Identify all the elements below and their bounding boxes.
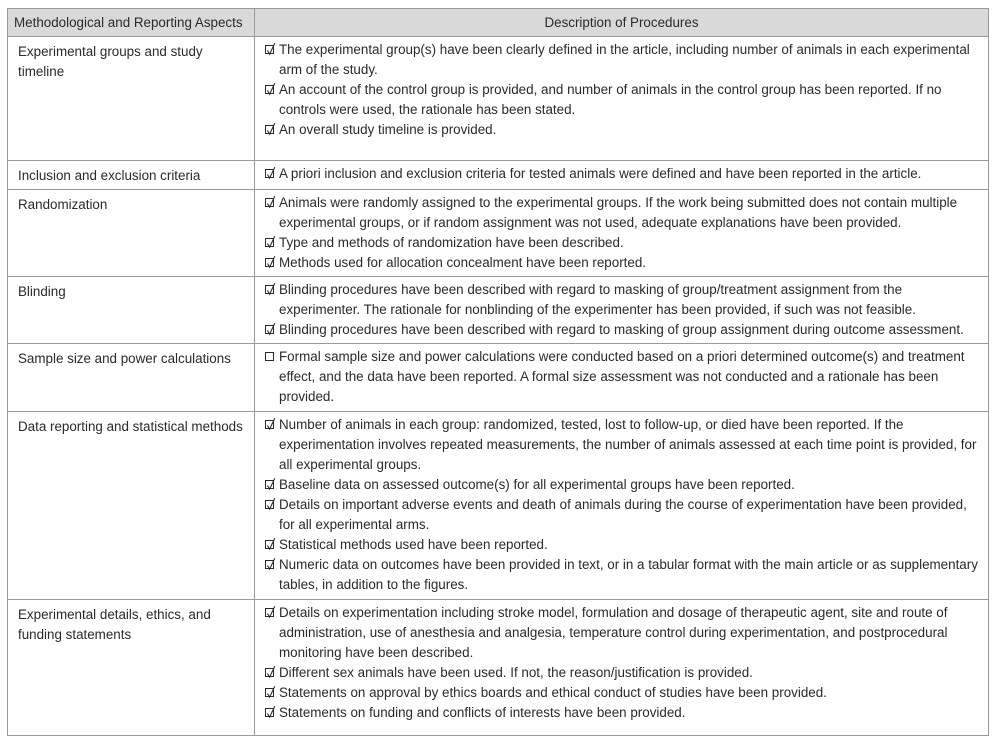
procedures-cell — [255, 344, 989, 412]
procedures-cell — [255, 37, 989, 161]
checklist-item-text: Type and methods of randomization have been described. — [279, 235, 624, 250]
checked-box-icon[interactable] — [265, 238, 274, 247]
checklist-item — [265, 495, 980, 535]
procedures-cell — [255, 190, 989, 277]
checklist-item-text: Formal sample size and power calculations were conducted based on a priori determined outcome(s) and treatment effect, and the data have been reported. A formal size assessment was not conducted and a rationale has been provided. — [279, 349, 965, 404]
checked-box-icon[interactable] — [265, 608, 274, 617]
checked-box-icon[interactable] — [265, 560, 274, 569]
checked-box-icon[interactable] — [265, 688, 274, 697]
checklist-item — [265, 603, 980, 663]
checklist-item — [265, 164, 980, 184]
aspect-cell: Randomization — [8, 190, 255, 277]
checked-box-icon[interactable] — [265, 708, 274, 717]
checked-box-icon[interactable] — [265, 198, 274, 207]
checked-box-icon[interactable] — [265, 420, 274, 429]
checklist-item — [265, 320, 980, 340]
checklist-item — [265, 703, 980, 723]
checklist-item-text: Number of animals in each group: randomized, tested, lost to follow-up, or died have been reported. If the experimentation involves repeated measurements, the number of animals assessed at each time point is provided, for all experimental groups. — [279, 417, 977, 472]
checked-box-icon[interactable] — [265, 480, 274, 489]
aspect-cell: Data reporting and statistical methods — [8, 412, 255, 600]
table-row — [8, 37, 989, 161]
checklist-item — [265, 347, 980, 407]
procedures-cell — [255, 277, 989, 344]
checklist-item-text: Numeric data on outcomes have been provided in text, or in a tabular format with the main article or as supplementary tables, in addition to the figures. — [279, 557, 978, 592]
checked-box-icon[interactable] — [265, 325, 274, 334]
checklist-item-text: A priori inclusion and exclusion criteria for tested animals were defined and have been reported in the article. — [279, 166, 922, 181]
checklist-item — [265, 80, 980, 120]
aspect-cell: Experimental details, ethics, and funding statements — [8, 600, 255, 736]
checklist-item — [265, 120, 980, 140]
checklist-item-text: Blinding procedures have been described with regard to masking of group/treatment assignment from the experimenter. The rationale for nonblinding of the experimenter has been provided, if such was not feasible. — [279, 282, 916, 317]
checked-box-icon[interactable] — [265, 85, 274, 94]
table-row — [8, 600, 989, 736]
header-procedures: Description of Procedures — [255, 9, 989, 37]
checklist-item-text: Statements on funding and conflicts of interests have been provided. — [279, 705, 686, 720]
table-row — [8, 277, 989, 344]
checklist-item-text: Different sex animals have been used. If not, the reason/justification is provided. — [279, 665, 753, 680]
checked-box-icon[interactable] — [265, 45, 274, 54]
checklist-item-text: Statements on approval by ethics boards and ethical conduct of studies have been provided. — [279, 685, 827, 700]
checklist-item — [265, 555, 980, 595]
checked-box-icon[interactable] — [265, 540, 274, 549]
checklist-item — [265, 683, 980, 703]
checklist-item — [265, 253, 980, 273]
checklist-item — [265, 40, 980, 80]
table-row — [8, 161, 989, 190]
aspect-cell: Sample size and power calculations — [8, 344, 255, 412]
checked-box-icon[interactable] — [265, 258, 274, 267]
checklist-item-text: An overall study timeline is provided. — [279, 122, 497, 137]
procedures-cell — [255, 600, 989, 736]
checked-box-icon[interactable] — [265, 500, 274, 509]
checklist-item-text: Blinding procedures have been described with regard to masking of group assignment during outcome assessment. — [279, 322, 964, 337]
checklist-item-text: Statistical methods used have been reported. — [279, 537, 548, 552]
checklist-item-text: Details on important adverse events and death of animals during the course of experimentation have been provided, for all experimental arms. — [279, 497, 967, 532]
checklist-item-text: Animals were randomly assigned to the experimental groups. If the work being submitted does not contain multiple experimental groups, or if random assignment was not used, adequate explanations have been provided. — [279, 195, 958, 230]
checklist-item — [265, 535, 980, 555]
aspect-cell: Experimental groups and study timeline — [8, 37, 255, 161]
checklist-item-text: Details on experimentation including stroke model, formulation and dosage of therapeutic agent, site and route of administration, use of anesthesia and analgesia, temperature control during experimentation, and postprocedural monitoring have been described. — [279, 605, 948, 660]
aspect-cell: Blinding — [8, 277, 255, 344]
checklist-item — [265, 663, 980, 683]
checked-box-icon[interactable] — [265, 125, 274, 134]
checklist-item — [265, 415, 980, 475]
header-aspects: Methodological and Reporting Aspects — [8, 9, 255, 37]
checklist-item — [265, 193, 980, 233]
checklist-item-text: The experimental group(s) have been clearly defined in the article, including number of animals in each experimental arm of the study. — [279, 42, 970, 77]
table-row — [8, 344, 989, 412]
table-row — [8, 190, 989, 277]
procedures-cell — [255, 161, 989, 190]
checklist-item-text: Baseline data on assessed outcome(s) for all experimental groups have been reported. — [279, 477, 795, 492]
checklist-item-text: An account of the control group is provided, and number of animals in the control group has been reported. If no controls were used, the rationale has been stated. — [279, 82, 942, 117]
checked-box-icon[interactable] — [265, 285, 274, 294]
table-row — [8, 412, 989, 600]
checklist-item — [265, 280, 980, 320]
empty-box-icon[interactable] — [265, 352, 274, 361]
checklist-item-text: Methods used for allocation concealment have been reported. — [279, 255, 646, 270]
checked-box-icon[interactable] — [265, 169, 274, 178]
header-row — [8, 9, 989, 37]
checklist-table — [7, 8, 989, 736]
checklist-item — [265, 233, 980, 253]
checked-box-icon[interactable] — [265, 668, 274, 677]
checklist-item — [265, 475, 980, 495]
procedures-cell — [255, 412, 989, 600]
aspect-cell: Inclusion and exclusion criteria — [8, 161, 255, 190]
